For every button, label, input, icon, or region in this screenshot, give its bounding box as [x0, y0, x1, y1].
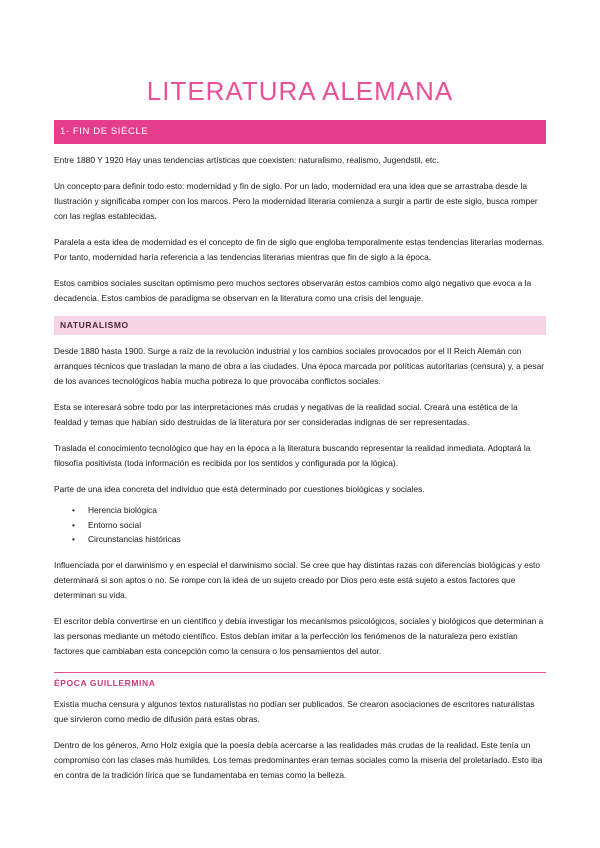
list-item-label: Herencia biológica: [88, 505, 157, 515]
paragraph: Entre 1880 Y 1920 Hay unas tendencias artísticas que coexisten: naturalismo, realismo, Jugendstil, etc.: [54, 155, 439, 165]
paragraph: Parte de una idea concreta del individuo que está determinado por cuestiones biológicas y sociales.: [54, 484, 425, 494]
bullet-icon: •: [72, 519, 75, 530]
bullet-list: [54, 503, 546, 547]
paragraph: El escritor debía convertirse en un científico y debía investigar los mecanismos psicológicos, sociales y biológicos que determinan a las personas mediante un método científico. Estos debían imitar a la perfección los fenómenos de la naturaleza pero existían factores que cambiaban esta concepción como la censura o los pensamientos del autor.: [54, 615, 544, 656]
paragraph: Existía mucha censura y algunos textos naturalistas no podían ser publicados. Se crearon asociaciones de escritores naturalistas que sirvieron como medio de difusión para estas obras.: [54, 698, 535, 724]
document-title: LITERATURA ALEMANA: [146, 76, 454, 106]
list-item-label: Entorno social: [88, 519, 142, 530]
bullet-icon: •: [72, 505, 75, 515]
paragraph: Influenciada por el darwinismo y en especial el darwinismo social. Se cree que hay distintas razas con diferencias biológicas y esto determinará si son aptos o no. Se rompe con la idea de un sujeto creado por Dios pero este está sujeto a estos factores que determinan su vida.: [54, 559, 541, 600]
paragraph: Traslada el conocimiento tecnológico que hay en la época a la literatura buscando representar la realidad inmediata. Adoptará la filosofía positivista (toda información es recibida por los sentidos y configurada por la lógica).: [54, 443, 531, 468]
list-item: [72, 518, 546, 533]
paragraph: Paralela a esta idea de modernidad es el concepto de fin de siglo que engloba temporalmente estas tendencias literarias modernas. Por tanto, modernidad haría referencia a las tendencias literarias mientras que fin de siglo a la época.: [54, 237, 545, 262]
bullet-icon: •: [72, 534, 75, 544]
list-item-label: Circunstancias históricas: [88, 534, 181, 544]
subheading-naturalismo: NATURALISMO: [54, 316, 546, 335]
section-heading-fin-de-siecle: 1- FIN DE SIÈCLE: [54, 120, 546, 144]
paragraph: Dentro de los géneros, Arno Holz exigía que la poesía debía acercarse a las realidades más crudas de la realidad. Este tenía un compromiso con las clases más humildes. Los temas predominantes eran temas sociales como la miseria del proletariado. Esto iba en contra de la tradición lírica que se fundamentaba en temas como la belleza.: [54, 739, 543, 780]
paragraph: Desde 1880 hasta 1900. Surge a raíz de la revolución industrial y los cambios sociales provocados por el II Reich Alemán con arranques técnicos que trasladan la mano de obra a las ciudades. Una época marcada por políticas autoritarias (censura) y, a pesar de los avances tecnológicos había mucha pobreza lo que provocaba conflictos sociales.: [54, 346, 545, 386]
paragraph: Esta se interesará sobre todo por las interpretaciones más crudas y negativas de la realidad social. Creará una estética de la fealdad y temas que habían sido destruidas de la literatura por ser consideradas indignas de ser representadas.: [54, 402, 518, 427]
subheading-epoca-guillermina: ÉPOCA GUILLERMINA: [54, 672, 546, 688]
paragraph: Un concepto para definir todo esto: modernidad y fin de siglo. Por un lado, modernidad era una idea que se arrastraba desde la Ilustración y significaba romper con los marcos. Pero la modernidad literaria comienza a surgir a partir de este siglo, busca romper con las reglas establecidas.: [54, 181, 538, 221]
list-item: [72, 503, 546, 518]
list-item: [72, 532, 546, 547]
paragraph: Estos cambios sociales suscitan optimismo pero muchos sectores observarán estos cambios como algo negativo que evoca a la decadencia. Estos cambios de paradigma se observan en la literatura como una crisis del lenguaje.: [54, 278, 532, 303]
